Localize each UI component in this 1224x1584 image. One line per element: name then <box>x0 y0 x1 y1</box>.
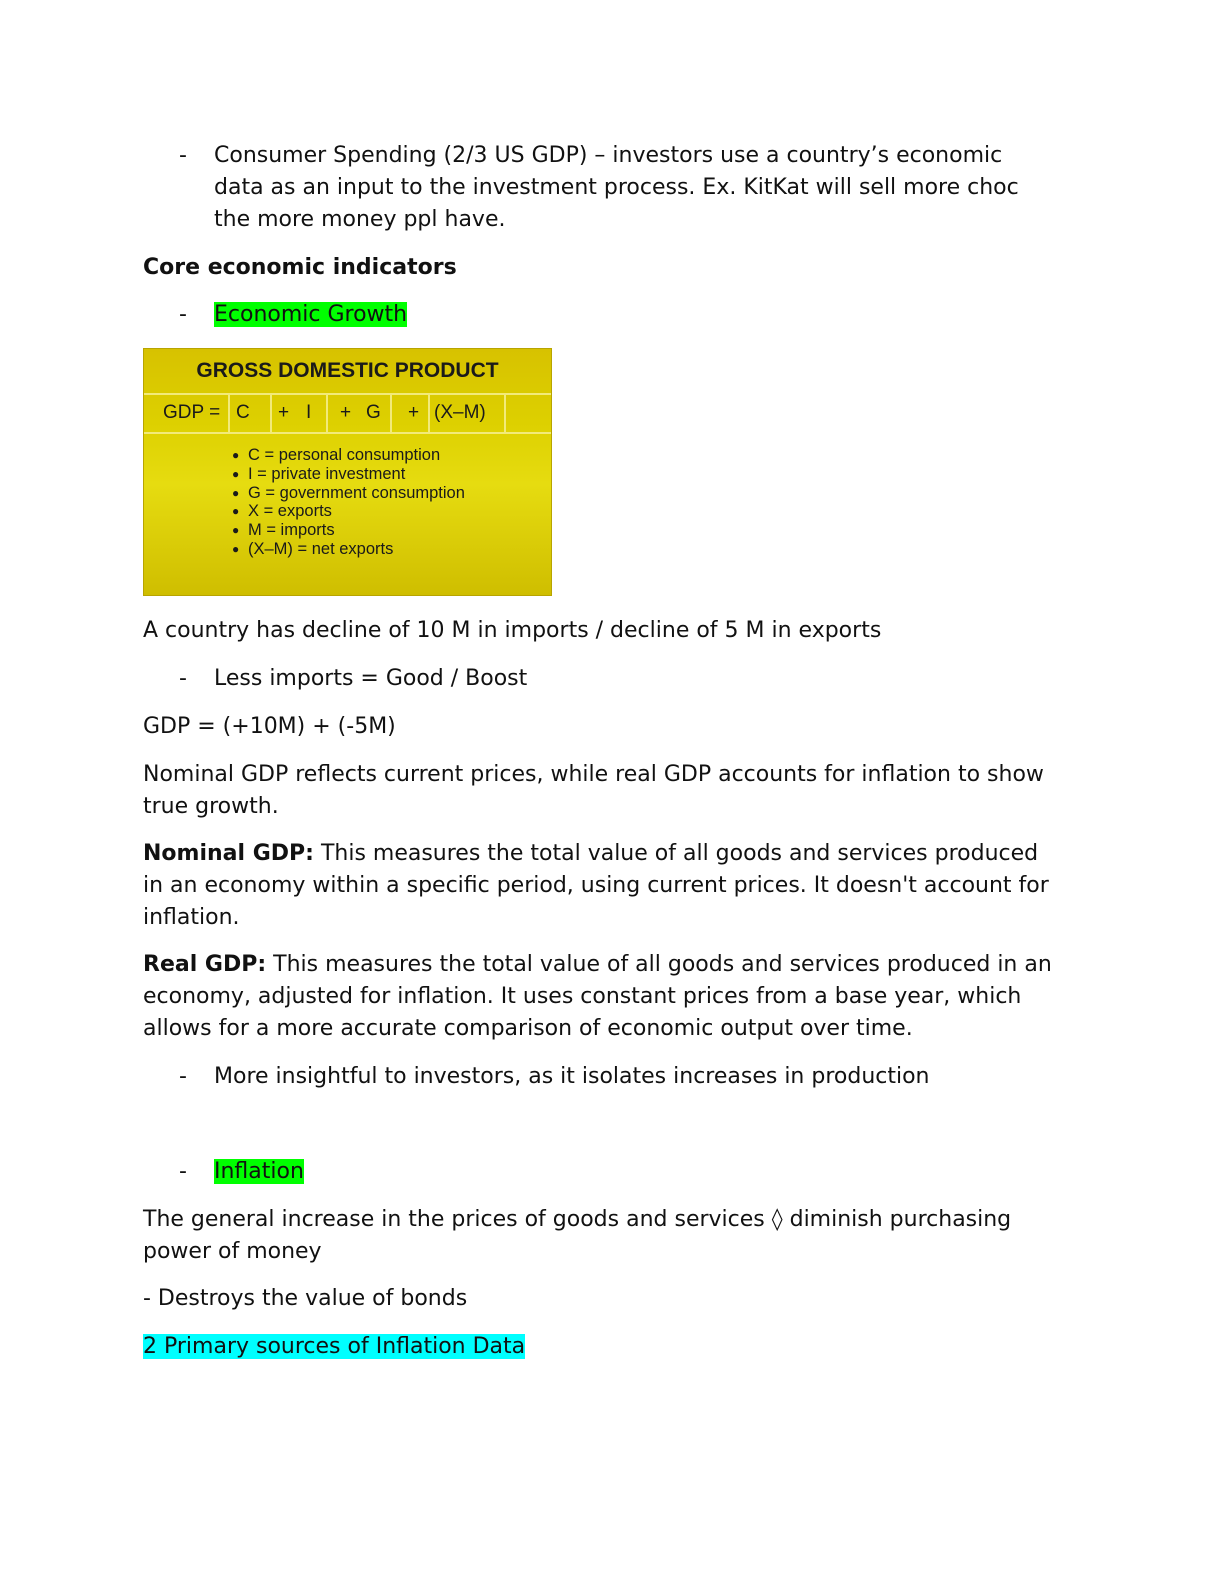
gdp-legend-item: ● I = private investment <box>232 465 465 484</box>
real-gdp-label: Real GDP: <box>143 952 267 977</box>
gdp-formula-term: (X–M) <box>434 402 486 423</box>
bullet-more-insightful <box>143 1061 1053 1093</box>
document-page <box>143 140 1053 1363</box>
gdp-legend-item: ● G = government consumption <box>232 484 465 503</box>
gdp-figure-title: GROSS DOMESTIC PRODUCT <box>144 349 551 395</box>
more-insightful-text: More insightful to investors, as it isolates increases in production <box>214 1064 930 1089</box>
consumer-spending-text: Consumer Spending (2/3 US GDP) – investors use a country’s economic data as an input to the investment process. Ex. KitKat will sell more choc the more money ppl have. <box>214 143 1019 232</box>
primary-sources-paragraph <box>143 1331 1053 1363</box>
inflation-highlight: Inflation <box>214 1159 304 1184</box>
gdp-formula-term: GDP = <box>163 402 221 423</box>
core-indicators-heading: Core economic indicators <box>143 255 457 280</box>
nominal-vs-real-text: Nominal GDP reflects current prices, while real GDP accounts for inflation to show true growth. <box>143 762 1044 819</box>
bullet-less-imports <box>143 663 1053 695</box>
gdp-formula-term: + <box>340 402 352 423</box>
gdp-legend-item: ● C = personal consumption <box>232 446 465 465</box>
destroys-bonds-text: - Destroys the value of bonds <box>143 1286 468 1311</box>
inflation-definition-text: The general increase in the prices of goods and services ◊ diminish purchasing power of money <box>143 1207 1012 1264</box>
gdp-legend-list <box>232 446 465 559</box>
gdp-formula-term: I <box>306 402 312 423</box>
gdp-figure <box>143 348 552 596</box>
gdp-legend-item: ● M = imports <box>232 521 465 540</box>
gdp-formula-term: G <box>366 402 381 423</box>
bullet-consumer-spending <box>143 140 1053 236</box>
bullet-inflation <box>143 1156 1053 1188</box>
nominal-gdp-text: This measures the total value of all goods and services produced in an economy within a specific period, using current prices. It doesn't account for inflation. <box>143 841 1049 930</box>
gdp-equation-text: GDP = (+10M) + (-5M) <box>143 714 396 739</box>
bullet-dash: - <box>179 302 187 327</box>
real-gdp-text: This measures the total value of all goods and services produced in an economy, adjusted for inflation. It uses constant prices from a base year, which allows for a more accurate comparison of economic output over time. <box>143 952 1052 1041</box>
gdp-formula-row <box>144 394 551 434</box>
less-imports-text: Less imports = Good / Boost <box>214 666 528 691</box>
nominal-gdp-label: Nominal GDP: <box>143 841 314 866</box>
bullet-dash: - <box>179 666 187 691</box>
bullet-dash: - <box>179 1064 187 1089</box>
nominal-gdp-paragraph <box>143 838 1053 934</box>
real-gdp-paragraph <box>143 949 1053 1045</box>
bullet-economic-growth <box>143 299 1053 331</box>
gdp-formula-term: C <box>236 402 250 423</box>
gdp-formula-term: + <box>408 402 420 423</box>
gdp-formula-term: + <box>278 402 290 423</box>
gdp-legend-item: ● X = exports <box>232 502 465 521</box>
economic-growth-highlight: Economic Growth <box>214 302 408 327</box>
bullet-dash: - <box>179 143 187 168</box>
bullet-dash: - <box>179 1159 187 1184</box>
country-example-text: A country has decline of 10 M in imports / decline of 5 M in exports <box>143 618 882 643</box>
gdp-legend-item: ● (X–M) = net exports <box>232 540 465 559</box>
primary-sources-highlight: 2 Primary sources of Inflation Data <box>143 1334 526 1359</box>
